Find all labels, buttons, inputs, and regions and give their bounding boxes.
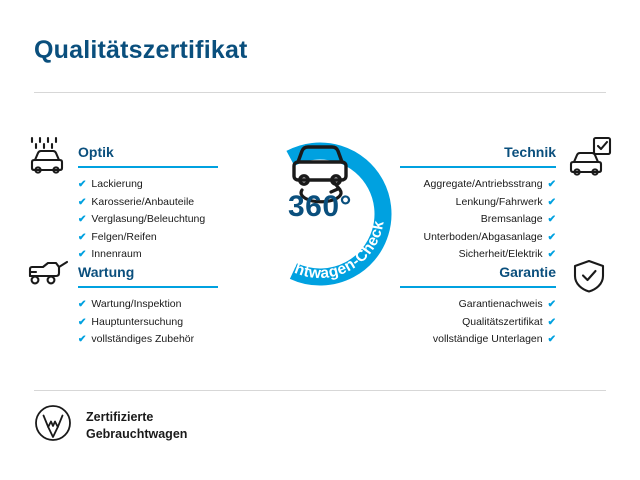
list-item-label: vollständige Unterlagen	[432, 333, 543, 345]
list-item	[400, 229, 556, 247]
list-item-label: Unterboden/Abgasanlage	[423, 230, 543, 243]
section-items	[400, 176, 556, 264]
check-icon: ✔	[78, 249, 87, 260]
section-garantie	[400, 262, 556, 349]
check-icon: ✔	[547, 231, 556, 243]
section-items	[78, 176, 218, 264]
check-icon: ✔	[78, 214, 87, 225]
list-item	[400, 211, 556, 229]
badge-degrees: 360°	[287, 190, 353, 223]
list-item	[78, 211, 218, 229]
car-checklist-icon	[568, 136, 614, 181]
section-divider	[78, 166, 218, 168]
oil-can-icon	[26, 258, 70, 295]
list-item	[78, 229, 218, 247]
list-item-label: Wartung/Inspektion	[91, 298, 182, 310]
section-title-garantie: Garantie	[499, 264, 556, 280]
section-optik	[78, 142, 218, 264]
section-divider	[400, 166, 556, 168]
list-item-label: Lackierung	[91, 178, 143, 190]
check-icon: ✔	[78, 316, 87, 328]
list-item-label: Bremsanlage	[480, 213, 543, 225]
footer-text	[86, 409, 187, 443]
check-icon: ✔	[547, 179, 556, 190]
check-icon: ✔	[78, 231, 87, 243]
section-header	[78, 262, 218, 288]
list-item	[78, 194, 218, 212]
footer-line-1: Zertifizierte	[86, 409, 154, 424]
list-item	[78, 246, 218, 264]
footer-line-2: Gebrauchtwagen	[86, 426, 188, 441]
section-divider	[78, 286, 218, 288]
check-icon: ✔	[547, 334, 556, 345]
check-icon: ✔	[547, 196, 556, 208]
list-item	[78, 314, 218, 332]
section-technik	[400, 142, 556, 264]
list-item	[400, 176, 556, 194]
list-item-label: Sicherheit/Elektrik	[458, 248, 543, 260]
list-item-label: Karosserie/Anbauteile	[91, 195, 195, 208]
car-wash-icon	[26, 136, 70, 181]
section-items	[400, 296, 556, 349]
list-item-label: Aggregate/Antriebsstrang	[423, 178, 543, 190]
list-item	[400, 194, 556, 212]
section-header	[400, 142, 556, 168]
section-title-optik: Optik	[78, 144, 114, 160]
list-item-label: Verglasung/Beleuchtung	[91, 213, 206, 225]
title-divider	[34, 92, 606, 93]
section-header	[78, 142, 218, 168]
list-item	[78, 176, 218, 194]
shield-check-icon	[572, 258, 606, 299]
page-title: Qualitätszertifikat	[34, 36, 248, 64]
list-item	[78, 296, 218, 314]
section-title-wartung: Wartung	[78, 264, 135, 280]
section-title-technik: Technik	[504, 144, 556, 160]
check-icon: ✔	[547, 299, 556, 310]
list-item-label: Garantienachweis	[458, 298, 543, 310]
list-item-label: Hauptuntersuchung	[91, 315, 184, 328]
check-icon: ✔	[78, 179, 87, 190]
list-item	[78, 331, 218, 349]
check-icon: ✔	[547, 316, 556, 328]
list-item-label: Felgen/Reifen	[91, 230, 157, 243]
list-item	[400, 246, 556, 264]
check-icon: ✔	[547, 214, 556, 225]
vw-logo-icon	[34, 404, 72, 447]
list-item	[400, 296, 556, 314]
list-item-label: vollständiges Zubehör	[91, 333, 195, 345]
section-divider	[400, 286, 556, 288]
check-icon: ✔	[78, 196, 87, 208]
list-item-label: Lenkung/Fahrwerk	[455, 195, 543, 208]
section-wartung	[78, 262, 218, 349]
badge-360	[232, 118, 408, 294]
list-item-label: Innenraum	[91, 248, 142, 260]
check-icon: ✔	[78, 334, 87, 345]
footer	[34, 404, 187, 447]
list-item-label: Qualitätszertifikat	[462, 315, 543, 328]
section-header	[400, 262, 556, 288]
check-icon: ✔	[547, 249, 556, 260]
section-items	[78, 296, 218, 349]
list-item	[400, 314, 556, 332]
badge-curved-label: Gebrauchtwagen-Check	[252, 218, 388, 283]
list-item	[400, 331, 556, 349]
footer-divider	[34, 390, 606, 391]
check-icon: ✔	[78, 299, 87, 310]
